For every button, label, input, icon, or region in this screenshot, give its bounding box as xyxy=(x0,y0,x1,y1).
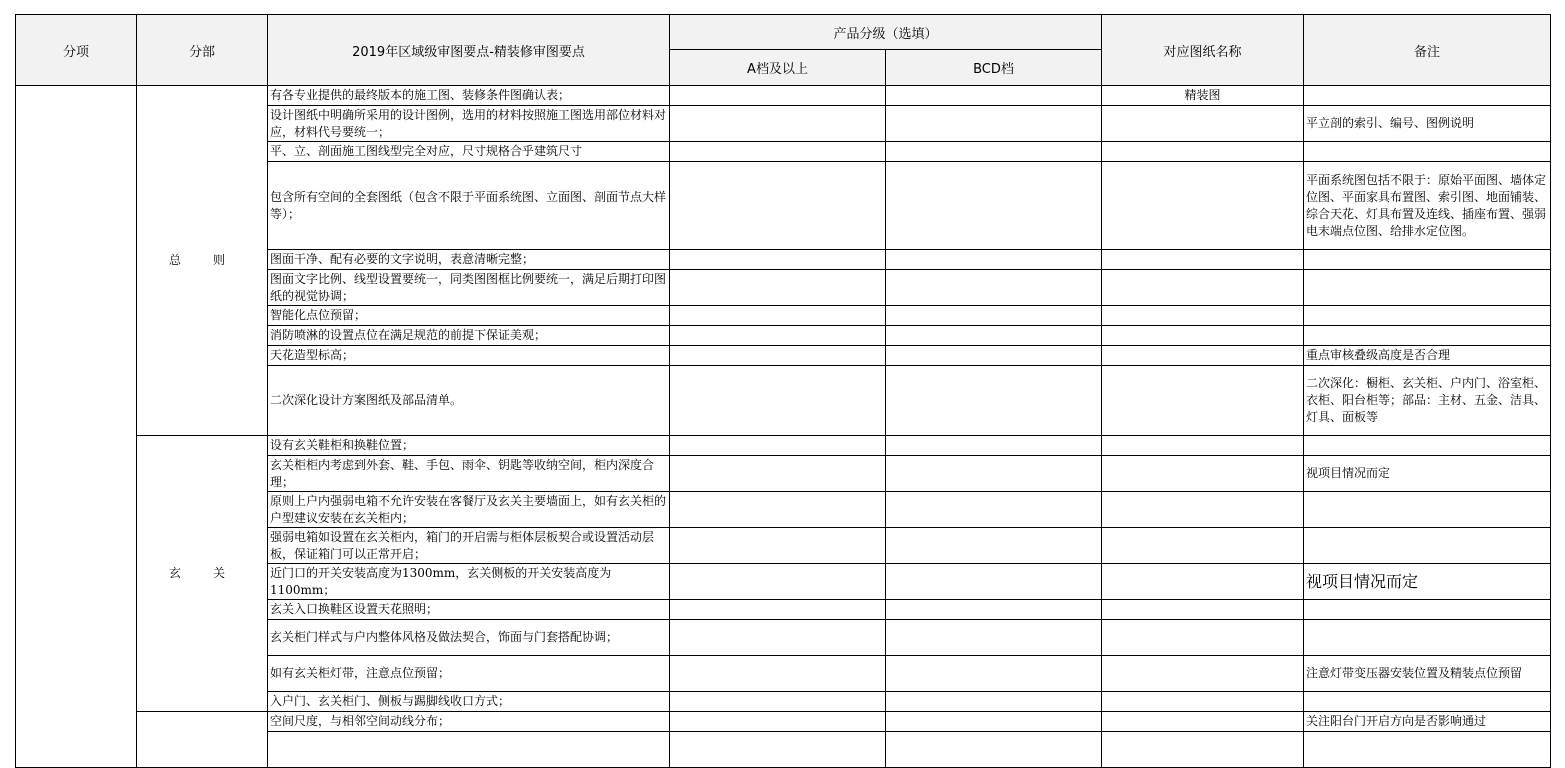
grade-bcd-cell[interactable] xyxy=(886,326,1102,346)
drawing-name-cell[interactable] xyxy=(1102,564,1304,600)
header-fenbu[interactable]: 分部 xyxy=(137,15,268,86)
review-table xyxy=(15,14,1551,768)
note-cell[interactable]: 视项目情况而定 xyxy=(1304,456,1551,492)
grade-bcd-cell[interactable] xyxy=(886,528,1102,564)
drawing-name-cell[interactable] xyxy=(1102,346,1304,366)
grade-a-cell[interactable] xyxy=(670,250,886,270)
grade-a-cell[interactable] xyxy=(670,270,886,306)
drawing-name-cell[interactable] xyxy=(1102,366,1304,436)
drawing-name-cell[interactable] xyxy=(1102,306,1304,326)
note-cell[interactable] xyxy=(1304,492,1551,528)
review-point-cell[interactable]: 图面干净、配有必要的文字说明，表意清晰完整； xyxy=(268,250,670,270)
note-cell[interactable]: 平面系统图包括不限于：原始平面图、墙体定位图、平面家具布置图、索引图、地面铺装、综合天花、灯具布置及连线、插座布置、强弱电末端点位图、给排水定位图。 xyxy=(1304,162,1551,250)
grade-bcd-cell[interactable] xyxy=(886,346,1102,366)
grade-bcd-cell[interactable] xyxy=(886,732,1102,768)
grade-a-cell[interactable] xyxy=(670,366,886,436)
grade-a-cell[interactable] xyxy=(670,436,886,456)
header-review-points[interactable]: 2019年区域级审图要点-精装修审图要点 xyxy=(268,15,670,86)
review-point-cell[interactable]: 玄关柜门样式与户内整体风格及做法契合，饰面与门套搭配协调； xyxy=(268,620,670,656)
header-grade-bcd[interactable]: BCD档 xyxy=(886,50,1102,86)
drawing-name-cell[interactable] xyxy=(1102,732,1304,768)
review-point-cell[interactable]: 有各专业提供的最终版本的施工图、装修条件图确认表； xyxy=(268,86,670,106)
review-point-cell[interactable]: 空间尺度，与相邻空间动线分布； xyxy=(268,712,670,732)
grade-a-cell[interactable] xyxy=(670,656,886,692)
drawing-name-cell[interactable]: 精装图 xyxy=(1102,86,1304,106)
review-point-cell[interactable]: 强弱电箱如设置在玄关柜内，箱门的开启需与柜体层板契合或设置活动层板，保证箱门可以正常开启； xyxy=(268,528,670,564)
note-cell[interactable] xyxy=(1304,620,1551,656)
review-point-cell[interactable]: 近门口的开关安装高度为1300mm，玄关侧板的开关安装高度为1100mm； xyxy=(268,564,670,600)
spreadsheet xyxy=(15,14,1551,768)
review-point-cell[interactable] xyxy=(268,732,670,768)
grade-bcd-cell[interactable] xyxy=(886,306,1102,326)
review-point-cell[interactable]: 玄关入口换鞋区设置天花照明； xyxy=(268,600,670,620)
grade-a-cell[interactable] xyxy=(670,162,886,250)
note-cell[interactable] xyxy=(1304,86,1551,106)
drawing-name-cell[interactable] xyxy=(1102,528,1304,564)
section-label[interactable]: 总 则 xyxy=(137,86,268,436)
note-cell[interactable] xyxy=(1304,142,1551,162)
grade-a-cell[interactable] xyxy=(670,564,886,600)
section-label[interactable] xyxy=(137,712,268,768)
grade-bcd-cell[interactable] xyxy=(886,366,1102,436)
header-fenxiang[interactable]: 分项 xyxy=(16,15,137,86)
grade-a-cell[interactable] xyxy=(670,346,886,366)
grade-bcd-cell[interactable] xyxy=(886,270,1102,306)
note-cell[interactable] xyxy=(1304,270,1551,306)
grade-bcd-cell[interactable] xyxy=(886,492,1102,528)
grade-bcd-cell[interactable] xyxy=(886,620,1102,656)
drawing-name-cell[interactable] xyxy=(1102,436,1304,456)
drawing-name-cell[interactable] xyxy=(1102,492,1304,528)
grade-bcd-cell[interactable] xyxy=(886,162,1102,250)
review-point-cell[interactable]: 图面文字比例、线型设置要统一，同类图图框比例要统一，满足后期打印图纸的视觉协调； xyxy=(268,270,670,306)
drawing-name-cell[interactable] xyxy=(1102,456,1304,492)
drawing-name-cell[interactable] xyxy=(1102,270,1304,306)
drawing-name-cell[interactable] xyxy=(1102,692,1304,712)
review-point-cell[interactable]: 原则上户内强弱电箱不允许安装在客餐厅及玄关主要墙面上，如有玄关柜的户型建议安装在玄关柜内； xyxy=(268,492,670,528)
review-point-cell[interactable]: 天花造型标高； xyxy=(268,346,670,366)
note-cell[interactable] xyxy=(1304,436,1551,456)
drawing-name-cell[interactable] xyxy=(1102,620,1304,656)
grade-bcd-cell[interactable] xyxy=(886,600,1102,620)
note-cell[interactable] xyxy=(1304,732,1551,768)
note-cell[interactable] xyxy=(1304,326,1551,346)
review-point-cell[interactable]: 平、立、剖面施工图线型完全对应，尺寸规格合乎建筑尺寸 xyxy=(268,142,670,162)
drawing-name-cell[interactable] xyxy=(1102,656,1304,692)
grade-a-cell[interactable] xyxy=(670,712,886,732)
note-cell[interactable]: 二次深化：橱柜、玄关柜、户内门、浴室柜、衣柜、阳台柜等；部品：主材、五金、洁具、灯具、面板等 xyxy=(1304,366,1551,436)
review-point-cell[interactable]: 消防喷淋的设置点位在满足规范的前提下保证美观； xyxy=(268,326,670,346)
review-point-cell[interactable]: 如有玄关柜灯带，注意点位预留； xyxy=(268,656,670,692)
review-point-cell[interactable]: 包含所有空间的全套图纸（包含不限于平面系统图、立面图、剖面节点大样等）； xyxy=(268,162,670,250)
header-grade-a[interactable]: A档及以上 xyxy=(670,50,886,86)
grade-bcd-cell[interactable] xyxy=(886,692,1102,712)
drawing-name-cell[interactable] xyxy=(1102,106,1304,142)
note-cell[interactable] xyxy=(1304,600,1551,620)
note-cell[interactable] xyxy=(1304,528,1551,564)
drawing-name-cell[interactable] xyxy=(1102,712,1304,732)
grade-bcd-cell[interactable] xyxy=(886,86,1102,106)
section-label[interactable]: 玄 关 xyxy=(137,436,268,712)
review-point-cell[interactable]: 入户门、玄关柜门、侧板与踢脚线收口方式； xyxy=(268,692,670,712)
grade-bcd-cell[interactable] xyxy=(886,712,1102,732)
review-point-cell[interactable]: 智能化点位预留； xyxy=(268,306,670,326)
note-cell[interactable]: 注意灯带变压器安装位置及精装点位预留 xyxy=(1304,656,1551,692)
review-point-cell[interactable]: 二次深化设计方案图纸及部品清单。 xyxy=(268,366,670,436)
grade-a-cell[interactable] xyxy=(670,326,886,346)
grade-bcd-cell[interactable] xyxy=(886,456,1102,492)
grade-a-cell[interactable] xyxy=(670,456,886,492)
review-point-cell[interactable]: 玄关柜柜内考虑到外套、鞋、手包、雨伞、钥匙等收纳空间，柜内深度合理； xyxy=(268,456,670,492)
note-cell[interactable]: 视项目情况而定 xyxy=(1304,564,1551,600)
review-point-cell[interactable]: 设有玄关鞋柜和换鞋位置； xyxy=(268,436,670,456)
header-product-grade[interactable]: 产品分级（选填） xyxy=(670,15,1102,50)
grade-a-cell[interactable] xyxy=(670,528,886,564)
grade-a-cell[interactable] xyxy=(670,692,886,712)
drawing-name-cell[interactable] xyxy=(1102,142,1304,162)
header-notes[interactable]: 备注 xyxy=(1304,15,1551,86)
grade-bcd-cell[interactable] xyxy=(886,436,1102,456)
grade-bcd-cell[interactable] xyxy=(886,564,1102,600)
drawing-name-cell[interactable] xyxy=(1102,162,1304,250)
note-cell[interactable] xyxy=(1304,306,1551,326)
grade-bcd-cell[interactable] xyxy=(886,250,1102,270)
grade-a-cell[interactable] xyxy=(670,732,886,768)
grade-a-cell[interactable] xyxy=(670,142,886,162)
grade-a-cell[interactable] xyxy=(670,306,886,326)
note-cell[interactable] xyxy=(1304,692,1551,712)
drawing-name-cell[interactable] xyxy=(1102,326,1304,346)
note-cell[interactable]: 重点审核叠级高度是否合理 xyxy=(1304,346,1551,366)
grade-a-cell[interactable] xyxy=(670,492,886,528)
grade-a-cell[interactable] xyxy=(670,86,886,106)
drawing-name-cell[interactable] xyxy=(1102,600,1304,620)
fenxiang-cell[interactable] xyxy=(16,86,137,768)
grade-bcd-cell[interactable] xyxy=(886,106,1102,142)
note-cell[interactable]: 平立剖的索引、编号、图例说明 xyxy=(1304,106,1551,142)
grade-bcd-cell[interactable] xyxy=(886,142,1102,162)
note-cell[interactable]: 关注阳台门开启方向是否影响通过 xyxy=(1304,712,1551,732)
drawing-name-cell[interactable] xyxy=(1102,250,1304,270)
header-drawing-name[interactable]: 对应图纸名称 xyxy=(1102,15,1304,86)
grade-a-cell[interactable] xyxy=(670,600,886,620)
note-cell[interactable] xyxy=(1304,250,1551,270)
grade-a-cell[interactable] xyxy=(670,106,886,142)
grade-a-cell[interactable] xyxy=(670,620,886,656)
grade-bcd-cell[interactable] xyxy=(886,656,1102,692)
review-point-cell[interactable]: 设计图纸中明确所采用的设计图例，选用的材料按照施工图选用部位材料对应，材料代号要统一； xyxy=(268,106,670,142)
